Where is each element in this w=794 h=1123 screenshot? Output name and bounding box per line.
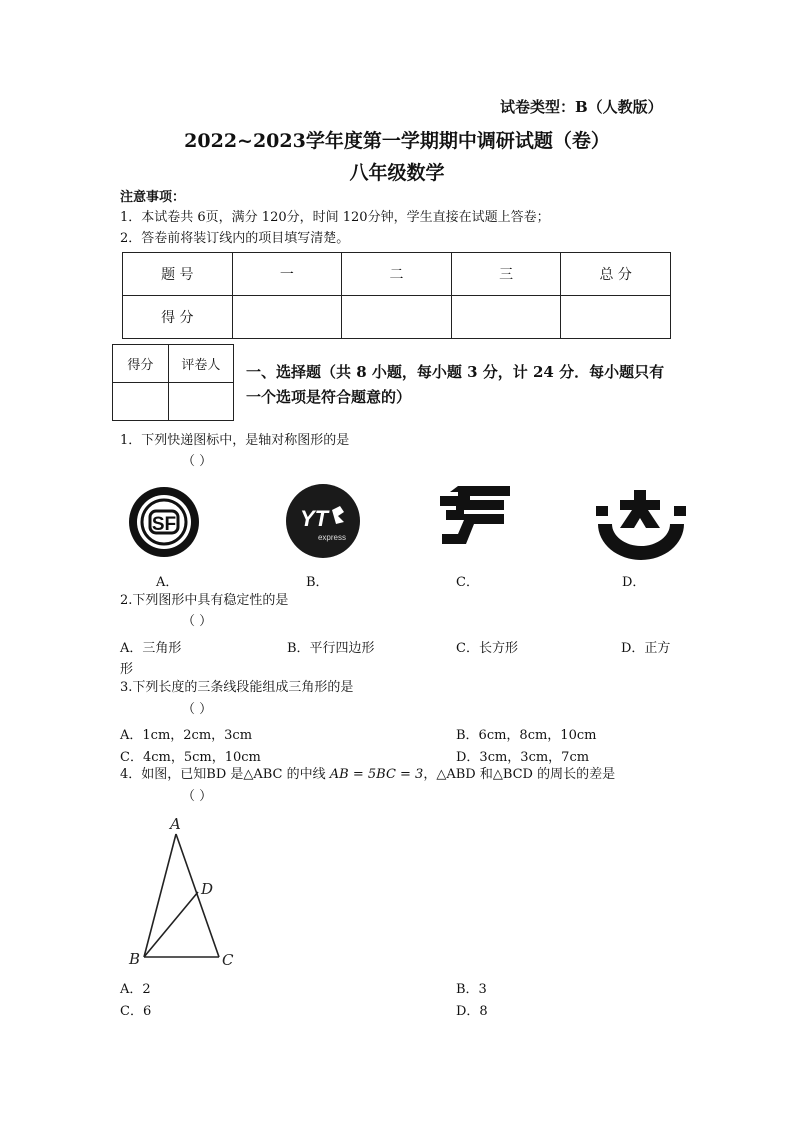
grader-score-cell[interactable] xyxy=(113,383,169,421)
score-row-label: 得 分 xyxy=(123,296,233,339)
section1-heading-line2: 一个选项是符合题意的） xyxy=(246,388,412,406)
label-b: B xyxy=(129,950,141,968)
q2-option-b[interactable]: B．平行四边形 xyxy=(287,641,375,656)
yt-logo-subtext: express xyxy=(317,533,347,542)
q3-answer-paren[interactable]: （ ） xyxy=(182,702,213,717)
score-cell-3[interactable] xyxy=(451,296,561,339)
score-cell-total[interactable] xyxy=(561,296,671,339)
q4-option-b[interactable]: B．3 xyxy=(456,982,487,997)
q4-option-d[interactable]: D．8 xyxy=(456,1004,488,1019)
score-header-2: 二 xyxy=(342,253,452,296)
q3-option-a[interactable]: A．1cm，2cm，3cm xyxy=(120,728,253,743)
score-header-label: 题 号 xyxy=(123,253,233,296)
q4-stem xyxy=(120,767,615,783)
label-a: A xyxy=(170,815,181,833)
sf-express-logo-icon xyxy=(126,484,202,560)
q2-option-d[interactable]: D．正方 xyxy=(621,641,671,656)
q3-stem: 3.下列长度的三条线段能组成三角形的是 xyxy=(120,680,354,695)
q2-stem: 2.下列图形中具有稳定性的是 xyxy=(120,593,289,608)
q4-stem-head: 4．如图，已知BD 是△ABC 的中线 xyxy=(120,767,326,782)
exam-title: 2022~2023学年度第一学期期中调研试题（卷） xyxy=(184,130,610,152)
q1-option-c[interactable]: C． xyxy=(456,575,479,590)
q4-option-c[interactable]: C．6 xyxy=(120,1004,152,1019)
q2-answer-paren[interactable]: （ ） xyxy=(182,614,213,629)
sf-logo-text: SF xyxy=(151,514,177,535)
q3-option-b[interactable]: B．6cm，8cm，10cm xyxy=(456,728,597,743)
q1-option-d[interactable]: D． xyxy=(622,575,646,590)
exam-type-label: 试卷类型：B（人教版） xyxy=(500,98,663,116)
q2-option-c[interactable]: C．长方形 xyxy=(456,641,518,656)
notes-heading: 注意事项： xyxy=(120,190,186,205)
q2-option-a[interactable]: A．三角形 xyxy=(120,641,182,656)
q2-option-d-wrap: 形 xyxy=(120,662,134,677)
triangle-figure xyxy=(120,812,250,972)
yt-logo-text: YT xyxy=(299,506,329,531)
score-header-3: 三 xyxy=(451,253,561,296)
q1-stem: 1．下列快递图标中，是轴对称图形的是 xyxy=(120,433,350,448)
yto-express-logo-icon xyxy=(284,482,362,560)
q4-formula: AB = 5BC = 3 xyxy=(329,767,424,782)
score-cell-2[interactable] xyxy=(342,296,452,339)
q1-option-b[interactable]: B． xyxy=(306,575,329,590)
grader-name-label: 评卷人 xyxy=(168,345,233,383)
label-c: C xyxy=(222,951,234,969)
q3-option-c[interactable]: C．4cm，5cm，10cm xyxy=(120,750,261,765)
china-post-logo-icon xyxy=(438,486,514,558)
note-item-1: 1．本试卷共 6页，满分 120分，时间 120分钟，学生直接在试题上答卷； xyxy=(120,210,550,225)
q1-option-a[interactable]: A． xyxy=(156,575,179,590)
q3-option-d[interactable]: D．3cm，3cm，7cm xyxy=(456,750,590,765)
exam-subtitle: 八年级数学 xyxy=(349,162,445,184)
yunda-logo-icon xyxy=(594,488,688,562)
note-item-2: 2．答卷前将装订线内的项目填写清楚。 xyxy=(120,231,350,246)
label-d: D xyxy=(201,880,214,898)
q4-stem-tail: ，△ABD 和△BCD 的周长的差是 xyxy=(423,767,616,782)
q4-answer-paren[interactable]: （ ） xyxy=(182,789,213,804)
grader-name-cell[interactable] xyxy=(168,383,233,421)
section1-heading-line1: 一、选择题（共 8 小题，每小题 3 分，计 24 分．每小题只有 xyxy=(246,363,665,381)
q1-answer-paren[interactable]: （ ） xyxy=(182,454,213,469)
q4-option-a[interactable]: A．2 xyxy=(120,982,151,997)
score-cell-1[interactable] xyxy=(232,296,342,339)
score-table xyxy=(122,252,671,339)
score-header-1: 一 xyxy=(232,253,342,296)
grader-table xyxy=(112,344,234,421)
grader-score-label: 得分 xyxy=(113,345,169,383)
score-header-total: 总 分 xyxy=(561,253,671,296)
